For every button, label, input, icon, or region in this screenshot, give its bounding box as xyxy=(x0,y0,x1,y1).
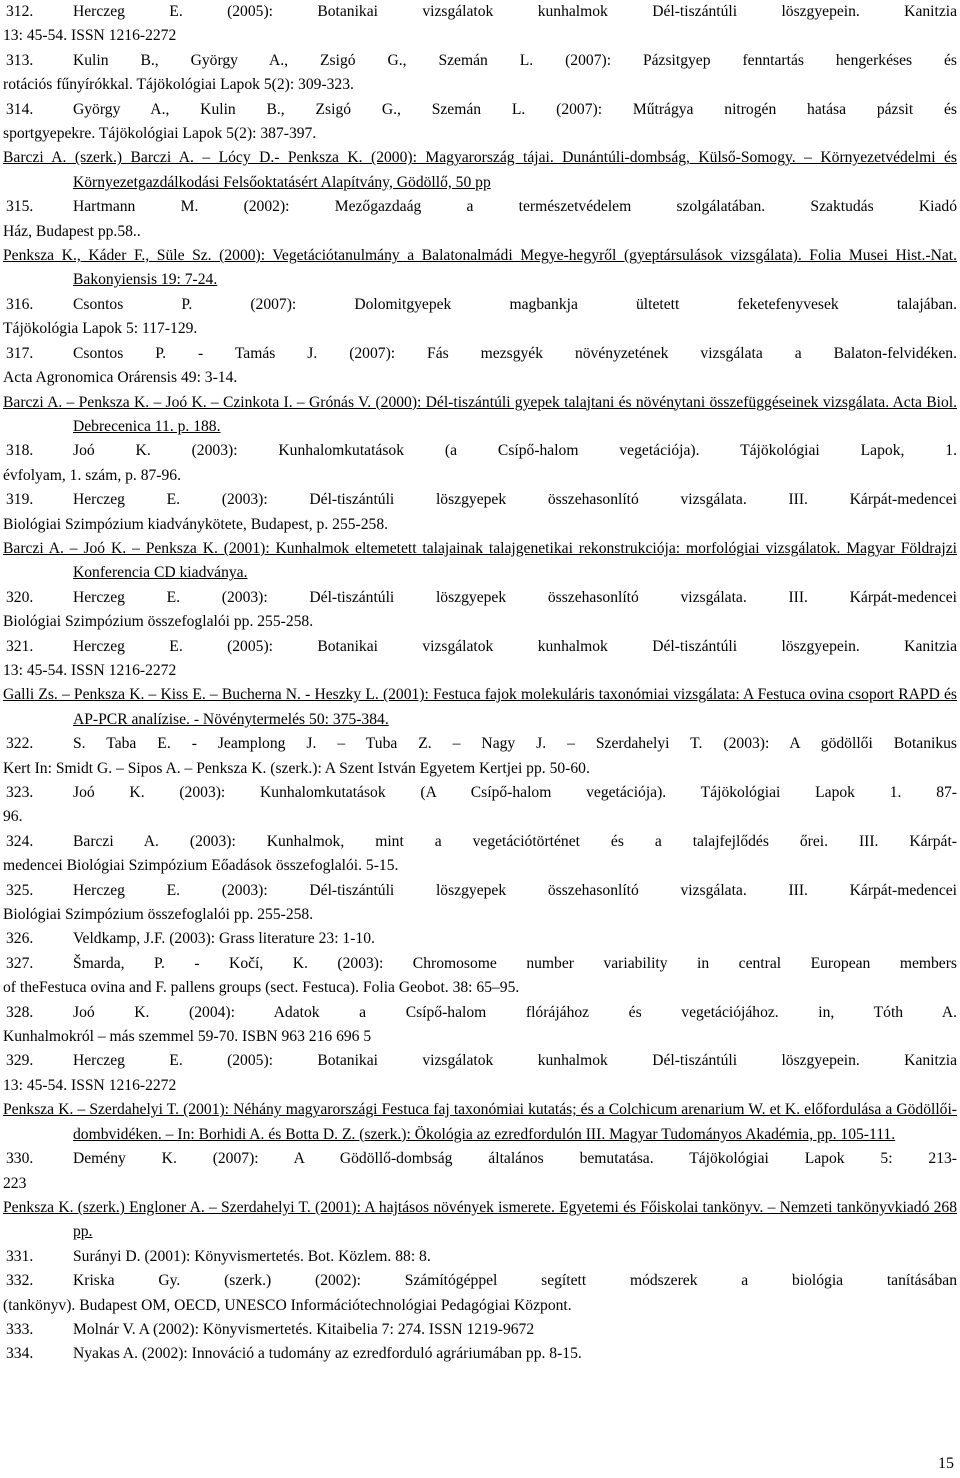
reference-entry-underlined: Penksza K. (szerk.) Engloner A. – Szerdahelyi T. (2001): A hajtásos növények ismerete. Egyetemi és Főiskolai tankönyv. – Nemzeti tankönyvkiadó 268 pp. xyxy=(3,1198,957,1241)
reference-number: 315. xyxy=(6,198,34,216)
reference-entry xyxy=(3,293,957,342)
reference-text-continued: Acta Agronomica Orárensis 49: 3-14. xyxy=(3,369,238,387)
reference-entry xyxy=(3,879,957,928)
reference-entry xyxy=(3,1245,957,1269)
reference-entry xyxy=(3,1049,957,1098)
reference-number: 317. xyxy=(6,344,34,362)
reference-number: 313. xyxy=(6,51,34,69)
reference-list xyxy=(3,0,957,1367)
reference-text-continued: (tankönyv). Budapest OM, OECD, UNESCO Információtechnológiai Pedagógiai Központ. xyxy=(3,1296,572,1314)
reference-entry xyxy=(3,1318,957,1342)
reference-entry xyxy=(3,342,957,391)
reference-entry xyxy=(3,732,957,781)
reference-entry xyxy=(3,830,957,879)
reference-text: Herczeg E. (2003): Dél-tiszántúli löszgyepek összehasonlító vizsgálata. III. Kárpát-medencei xyxy=(73,881,957,899)
reference-text: Veldkamp, J.F. (2003): Grass literature 23: 1-10. xyxy=(73,930,375,948)
reference-text-continued: 223 xyxy=(3,1174,27,1192)
reference-number: 319. xyxy=(6,491,34,509)
reference-text: Herczeg E. (2005): Botanikai vizsgálatok kunhalmok Dél-tiszántúli löszgyepein. Kanitzia xyxy=(73,637,957,655)
reference-entry-underlined: Penksza K., Káder F., Süle Sz. (2000): Vegetációtanulmány a Balatonalmádi Megye-hegyről (gyeptársulások vizsgálata). Folia Musei Hist.-Nat. Bakonyiensis 19: 7-24. xyxy=(3,247,957,289)
reference-text-continued: Biológiai Szimpózium összefoglalói pp. 255-258. xyxy=(3,613,314,631)
reference-entry xyxy=(3,0,957,49)
reference-entry-underlined: Barczi A. – Joó K. – Penksza K. (2001): Kunhalmok eltemetett talajainak talajgenetikai rekonstrukciója: morfológiai vizsgálatok. Magyar Földrajzi Konferencia CD kiadványa. xyxy=(3,539,957,582)
reference-text: György A., Kulin B., Zsigó G., Szemán L. (2007): Műtrágya nitrogén hatása pázsit és xyxy=(73,100,957,118)
reference-entry xyxy=(3,635,957,684)
reference-text: Joó K. (2003): Kunhalomkutatások (a Csípő-halom vegetációja). Tájökológiai Lapok, 1. xyxy=(73,442,957,460)
page-number: 15 xyxy=(938,1455,954,1472)
reference-entry xyxy=(3,1342,957,1366)
reference-text: Csontos P. - Tamás J. (2007): Fás mezsgyék növényzetének vizsgálata a Balaton-felvidéken. xyxy=(73,344,957,362)
reference-text: Surányi D. (2001): Könyvismertetés. Bot. Közlem. 88: 8. xyxy=(73,1247,431,1265)
reference-entry xyxy=(3,1001,957,1050)
reference-entry xyxy=(3,586,957,635)
reference-text-continued: 13: 45-54. ISSN 1216-2272 xyxy=(3,27,177,45)
reference-entry xyxy=(3,195,957,244)
reference-text: Herczeg E. (2005): Botanikai vizsgálatok kunhalmok Dél-tiszántúli löszgyepein. Kanitzia xyxy=(73,3,957,20)
reference-text: Hartmann M. (2002): Mezőgazdaág a természetvédelem szolgálatában. Szaktudás Kiadó xyxy=(73,198,957,216)
reference-number: 328. xyxy=(6,1003,34,1021)
reference-text: Herczeg E. (2003): Dél-tiszántúli löszgyepek összehasonlító vizsgálata. III. Kárpát-medencei xyxy=(73,491,957,509)
reference-number: 327. xyxy=(6,954,34,972)
reference-text-continued: of theFestuca ovina and F. pallens groups (sect. Festuca). Folia Geobot. 38: 65–95. xyxy=(3,979,520,997)
reference-entry xyxy=(3,1269,957,1318)
reference-number: 329. xyxy=(6,1052,34,1070)
reference-text-continued: 96. xyxy=(3,808,23,826)
reference-number: 316. xyxy=(6,295,34,313)
reference-number: 330. xyxy=(6,1150,34,1168)
reference-text: Barczi A. (2003): Kunhalmok, mint a vegetációtörténet és a talajfejlődés őrei. III. Kárpát- xyxy=(73,832,957,850)
reference-number: 323. xyxy=(6,784,34,801)
reference-number: 312. xyxy=(6,3,34,20)
reference-text: Herczeg E. (2003): Dél-tiszántúli löszgyepek összehasonlító vizsgálata. III. Kárpát-medencei xyxy=(73,588,957,606)
reference-text-continued: medencei Biológiai Szimpózium Eőadások összefoglalói. 5-15. xyxy=(3,857,399,875)
reference-text: Joó K. (2003): Kunhalomkutatások (A Csípő-halom vegetációja). Tájökológiai Lapok 1. 87- xyxy=(73,784,957,801)
reference-number: 320. xyxy=(6,588,34,606)
reference-text-continued: Biológiai Szimpózium kiadványkötete, Budapest, p. 255-258. xyxy=(3,515,389,533)
reference-text-continued: Ház, Budapest pp.58.. xyxy=(3,222,141,240)
reference-text: Kulin B., György A., Zsigó G., Szemán L. (2007): Pázsitgyep fenntartás hengerkéses és xyxy=(73,51,957,69)
reference-text-continued: Biológiai Szimpózium összefoglalói pp. 255-258. xyxy=(3,906,314,924)
reference-entry-underlined: Galli Zs. – Penksza K. – Kiss E. – Bucherna N. - Heszky L. (2001): Festuca fajok molekuláris taxonómiai vizsgálata: A Festuca ovina csoport RAPD és AP-PCR analízise. - Növénytermelés 50: 375-384. xyxy=(3,686,957,728)
reference-text: Molnár V. A (2002): Könyvismertetés. Kitaibelia 7: 274. ISSN 1219-9672 xyxy=(73,1320,535,1338)
reference-number: 324. xyxy=(6,832,34,850)
reference-entry xyxy=(3,1147,957,1196)
reference-text-continued: 13: 45-54. ISSN 1216-2272 xyxy=(3,1076,177,1094)
reference-text-continued: Kert In: Smidt G. – Sipos A. – Penksza K. (szerk.): A Szent István Egyetem Kertjei pp. 50-60. xyxy=(3,759,590,777)
reference-text: Nyakas A. (2002): Innováció a tudomány az ezredforduló agráriumában pp. 8-15. xyxy=(73,1345,582,1363)
reference-number: 318. xyxy=(6,442,34,460)
reference-number: 322. xyxy=(6,735,34,753)
reference-entry xyxy=(3,781,957,830)
reference-number: 321. xyxy=(6,637,34,655)
reference-text: Kriska Gy. (szerk.) (2002): Számítógéppel segített módszerek a biológia tanításában xyxy=(73,1272,957,1290)
reference-text: Demény K. (2007): A Gödöllő-dombság általános bemutatása. Tájökológiai Lapok 5: 213- xyxy=(73,1150,957,1168)
reference-text: Joó K. (2004): Adatok a Csípő-halom flórájához és vegetációjához. in, Tóth A. xyxy=(73,1003,957,1021)
reference-text: Šmarda, P. - Kočí, K. (2003): Chromosome number variability in central European members xyxy=(73,954,957,972)
reference-text: Csontos P. (2007): Dolomitgyepek magbankja ültetett feketefenyvesek talajában. xyxy=(73,295,957,313)
reference-text-continued: rotációs fűnyírókkal. Tájökológiai Lapok 5(2): 309-323. xyxy=(3,76,354,94)
reference-number: 314. xyxy=(6,100,34,118)
reference-number: 325. xyxy=(6,881,34,899)
reference-entry xyxy=(3,49,957,98)
reference-number: 333. xyxy=(6,1320,34,1338)
reference-number: 326. xyxy=(6,930,34,948)
reference-number: 332. xyxy=(6,1272,34,1290)
reference-entry-underlined: Barczi A. (szerk.) Barczi A. – Lócy D.- Penksza K. (2000): Magyarország tájai. Dunántúli-dombság, Külső-Somogy. – Környezetvédelmi és Környezetgazdálkodási Felsőoktatásért Alapítvány, Gödöllő, 50 pp xyxy=(3,149,957,191)
reference-entry xyxy=(3,98,957,147)
reference-entry-underlined: Penksza K. – Szerdahelyi T. (2001): Néhány magyarországi Festuca faj taxonómiai kutatás; és a Colchicum arenarium W. et K. előfordulása a Gödöllői-dombvidéken. – In: Borhidi A. és Botta D. Z. (szerk.): Ökológia az ezredfordulón III. Magyar Tudományos Akadémia, pp. 105-111. xyxy=(3,1101,957,1143)
reference-text: S. Taba E. - Jeamplong J. – Tuba Z. – Nagy J. – Szerdahelyi T. (2003): A gödöllői Botanikus xyxy=(73,735,957,753)
reference-text-continued: sportgyepekre. Tájökológiai Lapok 5(2): 387-397. xyxy=(3,125,317,143)
reference-entry xyxy=(3,439,957,488)
reference-entry xyxy=(3,488,957,537)
reference-number: 331. xyxy=(6,1247,34,1265)
reference-text-continued: Tájökológia Lapok 5: 117-129. xyxy=(3,320,198,338)
reference-number: 334. xyxy=(6,1345,34,1363)
reference-text-continued: 13: 45-54. ISSN 1216-2272 xyxy=(3,661,177,679)
reference-entry xyxy=(3,952,957,1001)
reference-text-continued: évfolyam, 1. szám, p. 87-96. xyxy=(3,466,181,484)
reference-entry xyxy=(3,927,957,951)
reference-entry-underlined: Barczi A. – Penksza K. – Joó K. – Czinkota I. – Grónás V. (2000): Dél-tiszántúli gyepek talajtani és növénytani összefüggéseinek vizsgálata. Acta Biol. Debrecenica 11. p. 188. xyxy=(3,393,957,435)
reference-text-continued: Kunhalmokról – más szemmel 59-70. ISBN 963 216 696 5 xyxy=(3,1028,372,1046)
reference-text: Herczeg E. (2005): Botanikai vizsgálatok kunhalmok Dél-tiszántúli löszgyepein. Kanitzia xyxy=(73,1052,957,1070)
